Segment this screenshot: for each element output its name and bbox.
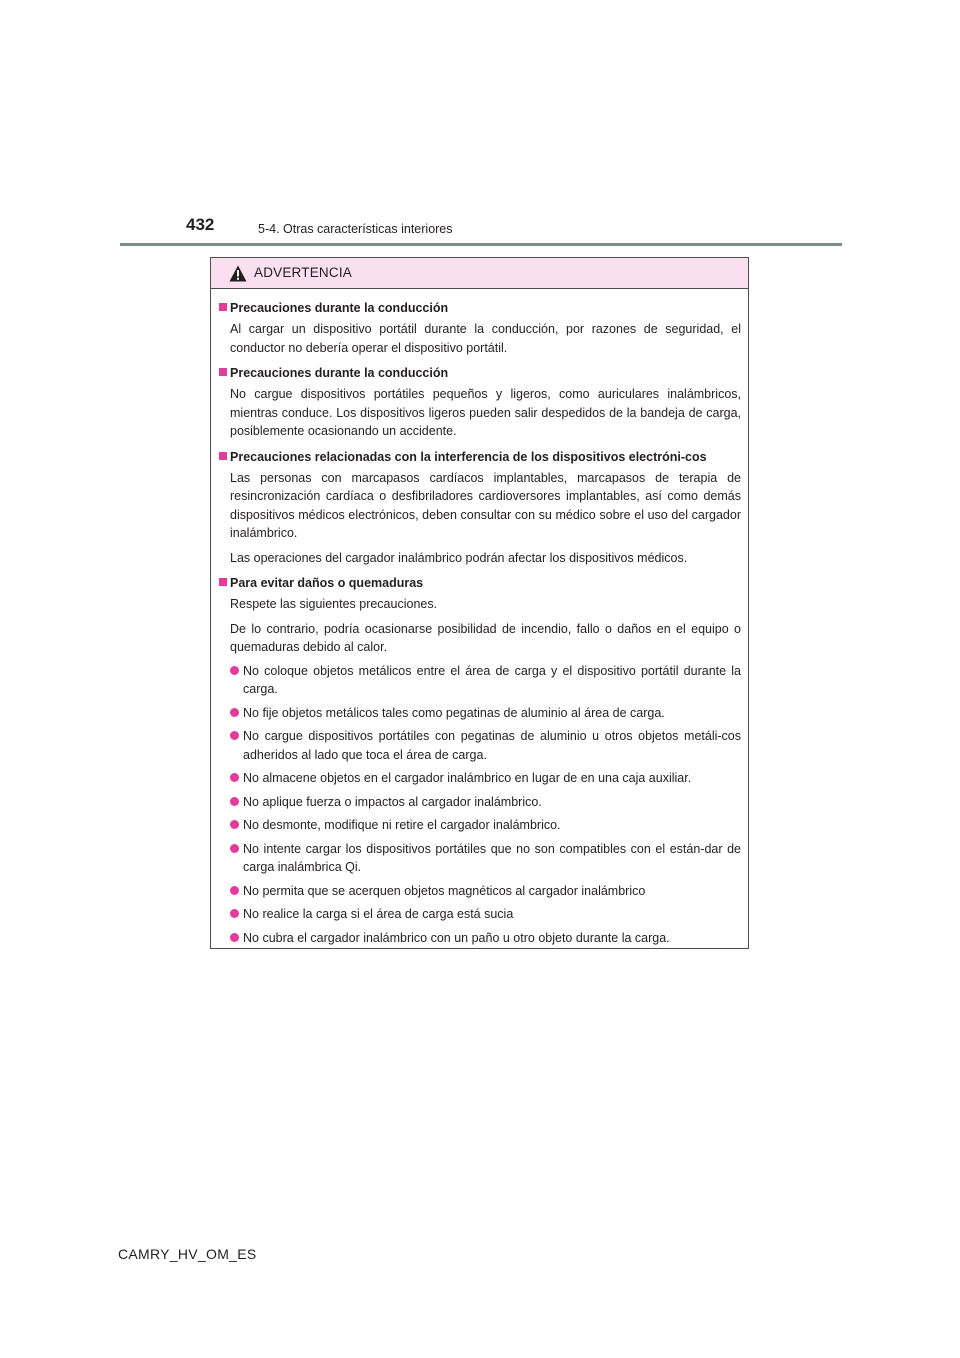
list-item-text: No almacene objetos en el cargador inalámbrico en lugar de en una caja auxiliar. bbox=[243, 771, 692, 785]
section-heading bbox=[219, 365, 741, 382]
list-item bbox=[219, 840, 741, 877]
list-item bbox=[219, 905, 741, 924]
page-number: 432 bbox=[186, 215, 215, 234]
list-item bbox=[219, 769, 741, 788]
heading-text: Precauciones durante la conducción bbox=[230, 301, 449, 315]
paragraph: De lo contrario, podría ocasionarse posibilidad de incendio, fallo o daños en el equipo o quemaduras debido al calor. bbox=[230, 621, 741, 654]
paragraph: Al cargar un dispositivo portátil durante la conducción, por razones de seguridad, el conductor no debería operar el dispositivo portátil. bbox=[230, 322, 741, 355]
round-bullet-icon bbox=[230, 773, 239, 782]
warning-box bbox=[210, 257, 749, 949]
list-item bbox=[219, 727, 741, 764]
list-item bbox=[219, 662, 741, 699]
square-bullet-icon bbox=[219, 368, 227, 376]
list-item-text: No desmonte, modifique ni retire el cargador inalámbrico. bbox=[243, 818, 561, 832]
warning-section bbox=[219, 575, 741, 947]
warning-title: ADVERTENCIA bbox=[254, 265, 352, 280]
round-bullet-icon bbox=[230, 844, 239, 853]
round-bullet-icon bbox=[230, 886, 239, 895]
section-heading bbox=[219, 449, 741, 466]
list-item-text: No intente cargar los dispositivos portátiles que no son compatibles con el están-dar de carga inalámbrica Qi. bbox=[243, 841, 741, 874]
round-bullet-icon bbox=[230, 909, 239, 918]
warning-section bbox=[219, 365, 741, 441]
square-bullet-icon bbox=[219, 303, 227, 311]
list-item-text: No realice la carga si el área de carga está sucia bbox=[243, 907, 514, 921]
section-heading bbox=[219, 575, 741, 592]
header-rule bbox=[120, 243, 842, 246]
list-item bbox=[219, 816, 741, 835]
round-bullet-icon bbox=[230, 820, 239, 829]
heading-text: Para evitar daños o quemaduras bbox=[230, 576, 424, 590]
warning-section bbox=[219, 449, 741, 568]
list-item-text: No cargue dispositivos portátiles con pegatinas de aluminio u otros objetos metáli-cos adheridos al lado que toca el área de carga. bbox=[243, 729, 741, 762]
warning-header bbox=[211, 258, 748, 289]
list-item-text: No coloque objetos metálicos entre el área de carga y el dispositivo portátil durante la carga. bbox=[243, 663, 741, 696]
list-item-text: No aplique fuerza o impactos al cargador inalámbrico. bbox=[243, 794, 542, 809]
footer-doc-code: CAMRY_HV_OM_ES bbox=[118, 1246, 257, 1262]
round-bullet-icon bbox=[230, 708, 239, 717]
round-bullet-icon bbox=[230, 797, 239, 806]
square-bullet-icon bbox=[219, 578, 227, 586]
list-item bbox=[219, 793, 741, 812]
section-heading bbox=[219, 300, 741, 317]
list-item-text: No permita que se acerquen objetos magnéticos al cargador inalámbrico bbox=[243, 883, 646, 898]
list-item bbox=[219, 929, 741, 948]
round-bullet-icon bbox=[230, 933, 239, 942]
round-bullet-icon bbox=[230, 731, 239, 740]
square-bullet-icon bbox=[219, 452, 227, 460]
section-title: 5-4. Otras características interiores bbox=[258, 222, 453, 236]
list-item-text: No fije objetos metálicos tales como pegatinas de aluminio al área de carga. bbox=[243, 705, 665, 720]
round-bullet-icon bbox=[230, 666, 239, 675]
warning-section bbox=[219, 300, 741, 357]
paragraph: Respete las siguientes precauciones. bbox=[230, 597, 438, 611]
paragraph: Las personas con marcapasos cardíacos implantables, marcapasos de terapia de resincronización cardíaca o desfibriladores cardioversores implantables, así como demás dispositivos médicos electrónicos, deben consultar con su médico sobre el uso del cargador inalámbrico. bbox=[230, 470, 741, 540]
warning-triangle-icon bbox=[229, 265, 247, 282]
list-item-text: No cubra el cargador inalámbrico con un paño u otro objeto durante la carga. bbox=[243, 930, 670, 945]
heading-text: Precauciones durante la conducción bbox=[230, 366, 449, 380]
list-item bbox=[219, 704, 741, 723]
heading-text: Precauciones relacionadas con la interferencia de los dispositivos electróni-cos bbox=[230, 449, 707, 464]
list-item bbox=[219, 882, 741, 901]
warning-body bbox=[211, 289, 748, 947]
paragraph: Las operaciones del cargador inalámbrico podrán afectar los dispositivos médicos. bbox=[230, 550, 688, 565]
paragraph: No cargue dispositivos portátiles pequeños y ligeros, como auriculares inalámbricos, mientras conduce. Los dispositivos ligeros pueden salir despedidos de la bandeja de carga, posiblemente ocasionando un accidente. bbox=[230, 387, 741, 438]
